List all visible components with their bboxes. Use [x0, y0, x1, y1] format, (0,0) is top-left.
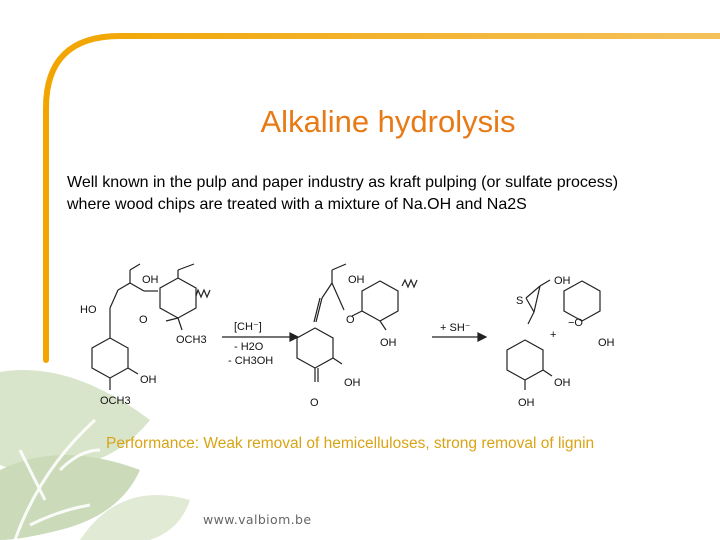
slide-body-text — [67, 172, 707, 216]
label-och3-2: OCH3 — [100, 395, 131, 407]
label-o-2: O — [346, 314, 355, 326]
label-minus-ch3oh: - CH3OH — [228, 355, 274, 367]
performance-note: Performance: Weak removal of hemicelluloses, strong removal of lignin — [106, 435, 595, 452]
label-plus-sh: + SH⁻ — [440, 322, 471, 334]
body-line-2: where wood chips are treated with a mixture of Na.OH and Na2S — [67, 196, 527, 213]
label-o-3: O — [310, 397, 319, 409]
label-minus-h2o: - H2O — [234, 341, 264, 353]
label-och3-1: OCH3 — [176, 334, 207, 346]
label-oh-2: OH — [140, 374, 157, 386]
label-o-minus: −O — [568, 317, 583, 329]
label-o-1: O — [139, 314, 148, 326]
reaction-scheme — [70, 258, 615, 418]
label-oh-1: OH — [142, 274, 159, 286]
label-plus: + — [550, 329, 557, 341]
label-reagent: [CH⁻] — [234, 321, 262, 333]
label-oh-9: OH — [518, 397, 535, 409]
label-s: S — [516, 295, 524, 307]
body-line-1: Well known in the pulp and paper industry as kraft pulping (or sulfate process) — [67, 174, 619, 191]
label-oh-5: OH — [344, 377, 361, 389]
footer-url[interactable]: www.valbiom.be — [203, 512, 312, 527]
slide-title: Alkaline hydrolysis — [260, 104, 516, 139]
label-oh-3: OH — [348, 274, 365, 286]
label-oh-4: OH — [380, 337, 397, 349]
label-ho: HO — [80, 304, 97, 316]
label-oh-6: OH — [554, 275, 571, 287]
label-oh-8: OH — [554, 377, 571, 389]
label-oh-7: OH — [598, 337, 615, 349]
